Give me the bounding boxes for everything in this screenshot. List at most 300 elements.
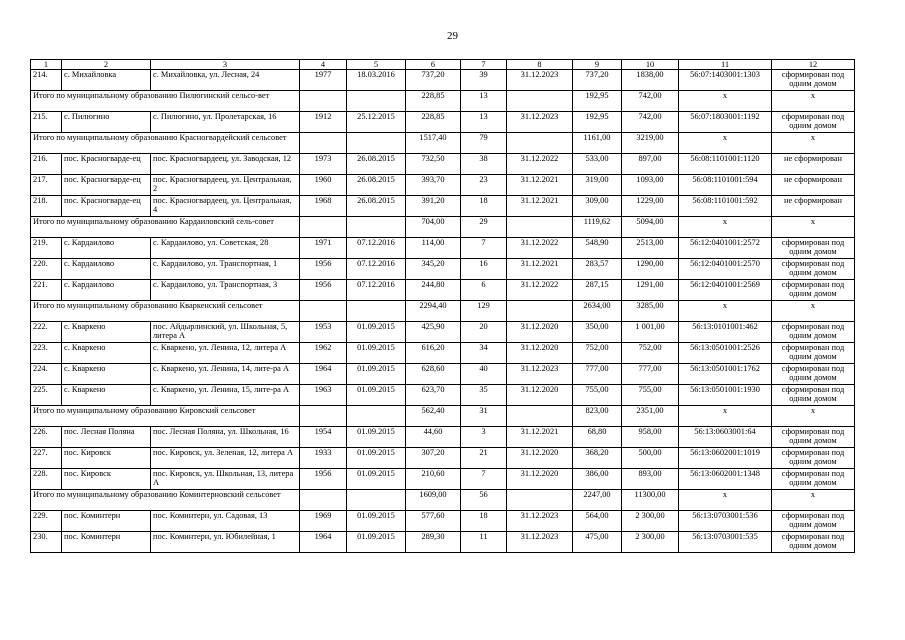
relocation-area-cell: 823,00 <box>573 406 622 427</box>
cost-cell: 2 300,00 <box>622 511 679 532</box>
settlement-cell: пос. Красногварде-ец <box>62 175 151 196</box>
land-status-cell: сформирован под одним домом <box>772 511 855 532</box>
year-built-cell: 1953 <box>300 322 347 343</box>
area-cell: 345,20 <box>406 259 461 280</box>
residents-cell: 23 <box>461 175 507 196</box>
subtotal-row <box>31 490 855 511</box>
column-number: 9 <box>573 60 622 70</box>
table-row <box>31 343 855 364</box>
column-number: 10 <box>622 60 679 70</box>
empty-cell <box>300 217 347 238</box>
relocation-area-cell: 2247,00 <box>573 490 622 511</box>
row-number-cell: 224. <box>31 364 62 385</box>
land-status-cell: сформирован под одним домом <box>772 343 855 364</box>
relocation-area-cell: 564,00 <box>573 511 622 532</box>
relocation-area-cell: 533,00 <box>573 154 622 175</box>
land-status-cell: x <box>772 91 855 112</box>
cadastral-cell: 56:12:0401001:2570 <box>679 259 772 280</box>
row-number-cell: 227. <box>31 448 62 469</box>
land-status-cell: не сформирован <box>772 175 855 196</box>
relocation-area-cell: 192,95 <box>573 112 622 133</box>
column-number: 2 <box>62 60 151 70</box>
land-status-cell: сформирован под одним домом <box>772 448 855 469</box>
deadline-cell: 31.12.2021 <box>507 175 573 196</box>
settlement-cell: с. Пилюгино <box>62 112 151 133</box>
subtotal-row <box>31 217 855 238</box>
table-row <box>31 322 855 343</box>
residents-cell: 7 <box>461 469 507 490</box>
row-number-cell: 216. <box>31 154 62 175</box>
cost-cell: 1093,00 <box>622 175 679 196</box>
table-row <box>31 70 855 91</box>
cadastral-cell: 56:13:0703001:536 <box>679 511 772 532</box>
row-number-cell: 214. <box>31 70 62 91</box>
cost-cell: 5094,00 <box>622 217 679 238</box>
address-cell: с. Кардаилово, ул. Советская, 28 <box>151 238 300 259</box>
column-number-row <box>31 60 855 70</box>
residents-cell: 29 <box>461 217 507 238</box>
residents-cell: 3 <box>461 427 507 448</box>
empty-cell <box>507 301 573 322</box>
land-status-cell: не сформирован <box>772 154 855 175</box>
cost-cell: 500,00 <box>622 448 679 469</box>
cadastral-cell: 56:13:0602001:1019 <box>679 448 772 469</box>
deadline-cell: 31.12.2023 <box>507 511 573 532</box>
relocation-area-cell: 1161,00 <box>573 133 622 154</box>
table-row <box>31 238 855 259</box>
settlement-cell: пос. Коминтерн <box>62 532 151 553</box>
empty-cell <box>347 406 406 427</box>
cost-cell: 742,00 <box>622 112 679 133</box>
address-cell: пос. Айдырлинский, ул. Школьная, 5, литера А <box>151 322 300 343</box>
residents-cell: 21 <box>461 448 507 469</box>
land-status-cell: сформирован под одним домом <box>772 112 855 133</box>
table-row <box>31 112 855 133</box>
area-cell: 425,90 <box>406 322 461 343</box>
empty-cell <box>300 490 347 511</box>
residents-cell: 16 <box>461 259 507 280</box>
relocation-area-cell: 752,00 <box>573 343 622 364</box>
subtotal-label: Итого по муниципальному образованию Кировский сельсовет <box>31 406 300 427</box>
row-number-cell: 221. <box>31 280 62 301</box>
year-built-cell: 1956 <box>300 469 347 490</box>
address-cell: пос. Красногвардеец, ул. Центральная, 4 <box>151 196 300 217</box>
cadastral-cell: 56:08:1101001:594 <box>679 175 772 196</box>
land-status-cell: сформирован под одним домом <box>772 259 855 280</box>
year-built-cell: 1960 <box>300 175 347 196</box>
cadastral-cell: x <box>679 406 772 427</box>
date-cell: 07.12.2016 <box>347 280 406 301</box>
empty-cell <box>347 133 406 154</box>
cadastral-cell: 56:13:0501001:1930 <box>679 385 772 406</box>
area-cell: 228,85 <box>406 112 461 133</box>
date-cell: 01.09.2015 <box>347 469 406 490</box>
year-built-cell: 1968 <box>300 196 347 217</box>
subtotal-label: Итого по муниципальному образованию Коминтерновский сельсовет <box>31 490 300 511</box>
year-built-cell: 1964 <box>300 532 347 553</box>
residents-cell: 7 <box>461 238 507 259</box>
deadline-cell: 31.12.2023 <box>507 532 573 553</box>
empty-cell <box>507 490 573 511</box>
settlement-cell: с. Кваркено <box>62 343 151 364</box>
cadastral-cell: 56:12:0401001:2569 <box>679 280 772 301</box>
deadline-cell: 31.12.2023 <box>507 364 573 385</box>
land-status-cell: сформирован под одним домом <box>772 532 855 553</box>
address-cell: с. Кардаилово, ул. Транспортная, 1 <box>151 259 300 280</box>
year-built-cell: 1971 <box>300 238 347 259</box>
area-cell: 44,60 <box>406 427 461 448</box>
row-number-cell: 223. <box>31 343 62 364</box>
settlement-cell: пос. Красногварде-ец <box>62 154 151 175</box>
cost-cell: 2351,00 <box>622 406 679 427</box>
land-status-cell: сформирован под одним домом <box>772 322 855 343</box>
year-built-cell: 1933 <box>300 448 347 469</box>
address-cell: пос. Кировск, ул. Школьная, 13, литера А <box>151 469 300 490</box>
deadline-cell: 31.12.2020 <box>507 448 573 469</box>
area-cell: 562,40 <box>406 406 461 427</box>
cost-cell: 1291,00 <box>622 280 679 301</box>
empty-cell <box>347 217 406 238</box>
year-built-cell: 1973 <box>300 154 347 175</box>
land-status-cell: сформирован под одним домом <box>772 280 855 301</box>
land-status-cell: сформирован под одним домом <box>772 427 855 448</box>
cost-cell: 893,00 <box>622 469 679 490</box>
land-status-cell: x <box>772 301 855 322</box>
residents-cell: 79 <box>461 133 507 154</box>
residents-cell: 40 <box>461 364 507 385</box>
table-row <box>31 511 855 532</box>
year-built-cell: 1962 <box>300 343 347 364</box>
empty-cell <box>347 91 406 112</box>
empty-cell <box>300 133 347 154</box>
cost-cell: 1838,00 <box>622 70 679 91</box>
cadastral-cell: 56:07:1403001:1303 <box>679 70 772 91</box>
area-cell: 577,60 <box>406 511 461 532</box>
subtotal-row <box>31 133 855 154</box>
table-row <box>31 196 855 217</box>
cadastral-cell: x <box>679 91 772 112</box>
residents-cell: 31 <box>461 406 507 427</box>
year-built-cell: 1969 <box>300 511 347 532</box>
empty-cell <box>347 490 406 511</box>
deadline-cell: 31.12.2020 <box>507 385 573 406</box>
settlement-cell: с. Кардаилово <box>62 259 151 280</box>
table-row <box>31 469 855 490</box>
year-built-cell: 1964 <box>300 364 347 385</box>
cadastral-cell: 56:12:0401001:2572 <box>679 238 772 259</box>
relocation-area-cell: 548,90 <box>573 238 622 259</box>
column-number: 6 <box>406 60 461 70</box>
table-row <box>31 280 855 301</box>
land-status-cell: сформирован под одним домом <box>772 385 855 406</box>
deadline-cell: 31.12.2022 <box>507 280 573 301</box>
column-number: 8 <box>507 60 573 70</box>
deadline-cell: 31.12.2020 <box>507 469 573 490</box>
row-number-cell: 222. <box>31 322 62 343</box>
date-cell: 26.08.2015 <box>347 175 406 196</box>
deadline-cell: 31.12.2022 <box>507 238 573 259</box>
deadline-cell: 31.12.2022 <box>507 154 573 175</box>
cost-cell: 1229,00 <box>622 196 679 217</box>
area-cell: 307,20 <box>406 448 461 469</box>
settlement-cell: с. Кардаилово <box>62 238 151 259</box>
table-row <box>31 175 855 196</box>
area-cell: 391,20 <box>406 196 461 217</box>
land-status-cell: x <box>772 406 855 427</box>
area-cell: 114,00 <box>406 238 461 259</box>
relocation-area-cell: 1119,62 <box>573 217 622 238</box>
area-cell: 1609,00 <box>406 490 461 511</box>
row-number-cell: 220. <box>31 259 62 280</box>
subtotal-label: Итого по муниципальному образованию Пилюгинский сельсо-вет <box>31 91 300 112</box>
date-cell: 01.09.2015 <box>347 448 406 469</box>
deadline-cell: 31.12.2021 <box>507 259 573 280</box>
residents-cell: 11 <box>461 532 507 553</box>
deadline-cell: 31.12.2023 <box>507 70 573 91</box>
cost-cell: 1290,00 <box>622 259 679 280</box>
residents-cell: 38 <box>461 154 507 175</box>
cadastral-cell: 56:13:0501001:2526 <box>679 343 772 364</box>
residents-cell: 56 <box>461 490 507 511</box>
cadastral-cell: x <box>679 217 772 238</box>
area-cell: 628,60 <box>406 364 461 385</box>
relocation-area-cell: 737,20 <box>573 70 622 91</box>
cadastral-cell: x <box>679 133 772 154</box>
date-cell: 01.09.2015 <box>347 364 406 385</box>
relocation-area-cell: 319,00 <box>573 175 622 196</box>
area-cell: 704,00 <box>406 217 461 238</box>
settlement-cell: пос. Кировск <box>62 469 151 490</box>
deadline-cell: 31.12.2023 <box>507 112 573 133</box>
table-row <box>31 448 855 469</box>
land-status-cell: x <box>772 133 855 154</box>
table-row <box>31 385 855 406</box>
housing-registry-table <box>30 59 855 553</box>
empty-cell <box>507 217 573 238</box>
date-cell: 26.08.2015 <box>347 196 406 217</box>
empty-cell <box>300 301 347 322</box>
area-cell: 623,70 <box>406 385 461 406</box>
column-number: 1 <box>31 60 62 70</box>
address-cell: пос. Красногвардеец, ул. Центральная, 2 <box>151 175 300 196</box>
relocation-area-cell: 309,00 <box>573 196 622 217</box>
subtotal-row <box>31 301 855 322</box>
address-cell: пос. Коминтерн, ул. Садовая, 13 <box>151 511 300 532</box>
cadastral-cell: x <box>679 490 772 511</box>
date-cell: 01.09.2015 <box>347 322 406 343</box>
address-cell: пос. Коминтерн, ул. Юбилейная, 1 <box>151 532 300 553</box>
empty-cell <box>507 406 573 427</box>
column-number: 7 <box>461 60 507 70</box>
row-number-cell: 228. <box>31 469 62 490</box>
cadastral-cell: 56:13:0602001:1348 <box>679 469 772 490</box>
area-cell: 289,30 <box>406 532 461 553</box>
area-cell: 732,50 <box>406 154 461 175</box>
land-status-cell: сформирован под одним домом <box>772 238 855 259</box>
residents-cell: 129 <box>461 301 507 322</box>
subtotal-row <box>31 91 855 112</box>
cadastral-cell: 56:07:1803001:1192 <box>679 112 772 133</box>
area-cell: 616,20 <box>406 343 461 364</box>
settlement-cell: с. Кваркено <box>62 322 151 343</box>
empty-cell <box>347 301 406 322</box>
subtotal-label: Итого по муниципальному образованию Красногвардейский сельсовет <box>31 133 300 154</box>
address-cell: с. Пилюгино, ул. Пролетарская, 16 <box>151 112 300 133</box>
year-built-cell: 1954 <box>300 427 347 448</box>
row-number-cell: 215. <box>31 112 62 133</box>
empty-cell <box>507 91 573 112</box>
cost-cell: 755,00 <box>622 385 679 406</box>
settlement-cell: пос. Красногварде-ец <box>62 196 151 217</box>
cadastral-cell: 56:08:1101001:1120 <box>679 154 772 175</box>
date-cell: 01.09.2015 <box>347 343 406 364</box>
row-number-cell: 225. <box>31 385 62 406</box>
relocation-area-cell: 283,57 <box>573 259 622 280</box>
area-cell: 2294,40 <box>406 301 461 322</box>
area-cell: 210,60 <box>406 469 461 490</box>
date-cell: 07.12.2016 <box>347 259 406 280</box>
row-number-cell: 230. <box>31 532 62 553</box>
cost-cell: 752,00 <box>622 343 679 364</box>
cost-cell: 3285,00 <box>622 301 679 322</box>
row-number-cell: 229. <box>31 511 62 532</box>
area-cell: 1517,40 <box>406 133 461 154</box>
subtotal-label: Итого по муниципальному образованию Кваркенский сельсовет <box>31 301 300 322</box>
land-status-cell: сформирован под одним домом <box>772 70 855 91</box>
cost-cell: 897,00 <box>622 154 679 175</box>
relocation-area-cell: 68,80 <box>573 427 622 448</box>
cost-cell: 1 001,00 <box>622 322 679 343</box>
land-status-cell: сформирован под одним домом <box>772 364 855 385</box>
land-status-cell: сформирован под одним домом <box>772 469 855 490</box>
residents-cell: 34 <box>461 343 507 364</box>
relocation-area-cell: 350,00 <box>573 322 622 343</box>
settlement-cell: с. Кардаилово <box>62 280 151 301</box>
residents-cell: 13 <box>461 112 507 133</box>
deadline-cell: 31.12.2021 <box>507 427 573 448</box>
cadastral-cell: 56:13:0101001:462 <box>679 322 772 343</box>
cost-cell: 3219,00 <box>622 133 679 154</box>
column-number: 4 <box>300 60 347 70</box>
cost-cell: 11300,00 <box>622 490 679 511</box>
deadline-cell: 31.12.2020 <box>507 343 573 364</box>
residents-cell: 6 <box>461 280 507 301</box>
residents-cell: 39 <box>461 70 507 91</box>
cost-cell: 777,00 <box>622 364 679 385</box>
residents-cell: 18 <box>461 196 507 217</box>
relocation-area-cell: 777,00 <box>573 364 622 385</box>
relocation-area-cell: 755,00 <box>573 385 622 406</box>
cadastral-cell: 56:13:0501001:1762 <box>679 364 772 385</box>
cadastral-cell: 56:13:0703001:535 <box>679 532 772 553</box>
empty-cell <box>300 91 347 112</box>
address-cell: пос. Кировск, ул. Зеленая, 12, литера А <box>151 448 300 469</box>
relocation-area-cell: 475,00 <box>573 532 622 553</box>
cost-cell: 958,00 <box>622 427 679 448</box>
cadastral-cell: 56:13:0603001:64 <box>679 427 772 448</box>
table-row <box>31 427 855 448</box>
date-cell: 25.12.2015 <box>347 112 406 133</box>
relocation-area-cell: 2634,00 <box>573 301 622 322</box>
address-cell: с. Кваркено, ул. Ленина, 14, лите-ра А <box>151 364 300 385</box>
deadline-cell: 31.12.2020 <box>507 322 573 343</box>
date-cell: 01.09.2015 <box>347 385 406 406</box>
settlement-cell: пос. Кировск <box>62 448 151 469</box>
empty-cell <box>507 133 573 154</box>
date-cell: 01.09.2015 <box>347 427 406 448</box>
residents-cell: 35 <box>461 385 507 406</box>
row-number-cell: 226. <box>31 427 62 448</box>
area-cell: 393,70 <box>406 175 461 196</box>
area-cell: 737,20 <box>406 70 461 91</box>
cadastral-cell: x <box>679 301 772 322</box>
column-number: 12 <box>772 60 855 70</box>
address-cell: пос. Лесная Поляна, ул. Школьная, 16 <box>151 427 300 448</box>
date-cell: 01.09.2015 <box>347 511 406 532</box>
address-cell: пос. Красногвардеец, ул. Заводская, 12 <box>151 154 300 175</box>
year-built-cell: 1956 <box>300 280 347 301</box>
page-number: 29 <box>447 30 458 42</box>
date-cell: 18.03.2016 <box>347 70 406 91</box>
land-status-cell: не сформирован <box>772 196 855 217</box>
cost-cell: 742,00 <box>622 91 679 112</box>
cost-cell: 2 300,00 <box>622 532 679 553</box>
table-row <box>31 259 855 280</box>
table-row <box>31 154 855 175</box>
deadline-cell: 31.12.2021 <box>507 196 573 217</box>
settlement-cell: пос. Лесная Поляна <box>62 427 151 448</box>
date-cell: 01.09.2015 <box>347 532 406 553</box>
relocation-area-cell: 386,00 <box>573 469 622 490</box>
date-cell: 26.08.2015 <box>347 154 406 175</box>
relocation-area-cell: 368,20 <box>573 448 622 469</box>
land-status-cell: x <box>772 490 855 511</box>
table-row <box>31 364 855 385</box>
address-cell: с. Кардаилово, ул. Транспортная, 3 <box>151 280 300 301</box>
table-row <box>31 532 855 553</box>
settlement-cell: с. Кваркено <box>62 364 151 385</box>
residents-cell: 20 <box>461 322 507 343</box>
area-cell: 244,80 <box>406 280 461 301</box>
subtotal-row <box>31 406 855 427</box>
row-number-cell: 219. <box>31 238 62 259</box>
column-number: 5 <box>347 60 406 70</box>
address-cell: с. Кваркено, ул. Ленина, 15, лите-ра А <box>151 385 300 406</box>
residents-cell: 13 <box>461 91 507 112</box>
settlement-cell: с. Михайловка <box>62 70 151 91</box>
settlement-cell: с. Кваркено <box>62 385 151 406</box>
row-number-cell: 217. <box>31 175 62 196</box>
subtotal-label: Итого по муниципальному образованию Кардаиловский сель-совет <box>31 217 300 238</box>
land-status-cell: x <box>772 217 855 238</box>
year-built-cell: 1912 <box>300 112 347 133</box>
empty-cell <box>300 406 347 427</box>
residents-cell: 18 <box>461 511 507 532</box>
column-number: 3 <box>151 60 300 70</box>
row-number-cell: 218. <box>31 196 62 217</box>
relocation-area-cell: 287,15 <box>573 280 622 301</box>
cost-cell: 2513,00 <box>622 238 679 259</box>
column-number: 11 <box>679 60 772 70</box>
relocation-area-cell: 192,95 <box>573 91 622 112</box>
address-cell: с. Кваркено, ул. Ленина, 12, литера А <box>151 343 300 364</box>
year-built-cell: 1956 <box>300 259 347 280</box>
area-cell: 228,85 <box>406 91 461 112</box>
cadastral-cell: 56:08:1101001:592 <box>679 196 772 217</box>
settlement-cell: пос. Коминтерн <box>62 511 151 532</box>
date-cell: 07.12.2016 <box>347 238 406 259</box>
year-built-cell: 1963 <box>300 385 347 406</box>
